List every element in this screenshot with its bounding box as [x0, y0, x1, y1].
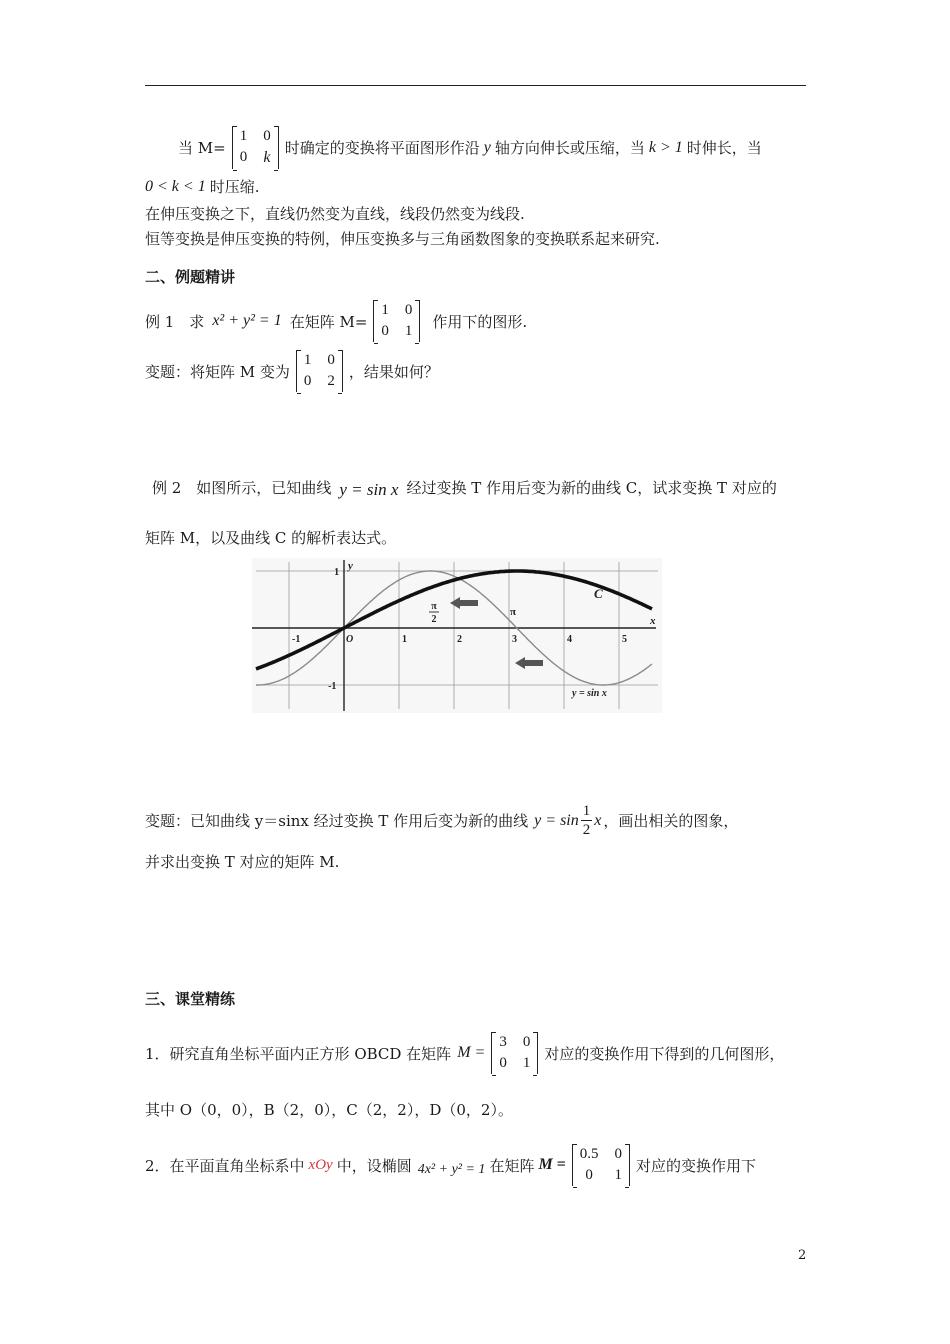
page-number: 2: [798, 1248, 807, 1263]
annotation-pi: π: [510, 606, 517, 618]
inequality-k-gt-1: k > 1: [648, 138, 683, 156]
matrix-variant1: 1 0 0 2: [296, 350, 343, 392]
header-rule: [145, 85, 806, 86]
annotation-pi-over-2-num: π: [431, 601, 437, 612]
para1-line1: 当 M= 1 0 0 k 时确定的变换将平面图形作沿 y 轴方向伸长或压缩，当 k > 1 时伸长，当: [178, 126, 762, 169]
variant2-line2: 并求出变换 T 对应的矩阵 M.: [145, 853, 340, 871]
sine-equation: y = sin x: [339, 480, 399, 499]
tick-label-x: 5: [622, 634, 627, 645]
exercise1-line1: 1．研究直角坐标平面内正方形 OBCD 在矩阵 M = 3 0 0 1 对应的变换作用下得到的几何图形，: [145, 1032, 784, 1074]
ellipse-equation: 4x² + y² = 1: [417, 1162, 486, 1177]
tick-label-x: 2: [457, 634, 462, 645]
example2-line2: 矩阵 M，以及曲线 C 的解析表达式。: [145, 529, 397, 547]
matrix-m-k: 1 0 0 k: [232, 126, 279, 169]
para1-line2: 0 < k < 1 时压缩.: [145, 177, 260, 196]
variant1: 变题：将矩阵 M 变为 1 0 0 2 ，结果如何？: [145, 350, 439, 392]
example2-line1: 例 2 如图所示，已知曲线 y = sin x 经过变换 T 作用后变为新的曲线 C，试求变换 T 对应的: [152, 478, 777, 499]
exercise1-line2: 其中 O（0，0），B（2，0），C（2，2），D（0，2）。: [145, 1101, 513, 1119]
matrix-identity: 1 0 0 1: [373, 300, 420, 342]
tick-label-x: 1: [402, 634, 407, 645]
example1: 例 1 求 x² + y² = 1 在矩阵 M= 1 0 0 1 作用下的图形.: [145, 300, 527, 342]
origin-label: O: [346, 634, 354, 645]
axis-label-x: x: [650, 615, 656, 627]
tick-label-y: 1: [334, 567, 340, 578]
sine-transform-chart: [252, 558, 662, 713]
circle-equation: x² + y² = 1: [212, 312, 282, 329]
para2: 在伸压变换之下，直线仍然变为直线，线段仍然变为线段.: [145, 205, 525, 223]
tick-label-y: -1: [328, 681, 337, 692]
exercise2: 2．在平面直角坐标系中 xOy 中，设椭圆 4x² + y² = 1 在矩阵 M = 0.5 0 0 1 对应的变换作用下: [145, 1144, 756, 1186]
para3: 恒等变换是伸压变换的特例，伸压变换多与三角函数图象的变换联系起来研究.: [145, 230, 660, 248]
section2-heading: 二、例题精讲: [145, 268, 236, 286]
annotation-sin-label: y = sin x: [572, 688, 607, 699]
coord-system-xoy: xOy: [308, 1156, 333, 1173]
matrix-exercise2: 0.5 0 0 1: [572, 1144, 630, 1186]
section3-heading: 三、课堂精练: [145, 990, 236, 1008]
matrix-exercise1: 3 0 0 1: [491, 1032, 538, 1074]
tick-label-x: 3: [512, 634, 517, 645]
axis-label-y: y: [348, 560, 353, 572]
para1-prefix: 当 M=: [178, 139, 226, 157]
annotation-pi-over-2-den: 2: [431, 614, 437, 625]
tick-label-x: -1: [292, 634, 301, 645]
tick-label-x: 4: [567, 634, 572, 645]
inequality-k-between: 0 < k < 1: [145, 177, 206, 195]
variant2-line1: 变题：已知曲线 y＝sinx 经过变换 T 作用后变为新的曲线 y = sin $\frac{1}{2}$ x ，画出相关的图象，: [145, 803, 739, 838]
annotation-c: C: [594, 586, 603, 601]
fraction-one-half: $\frac{1}{2}$: [582, 803, 591, 838]
